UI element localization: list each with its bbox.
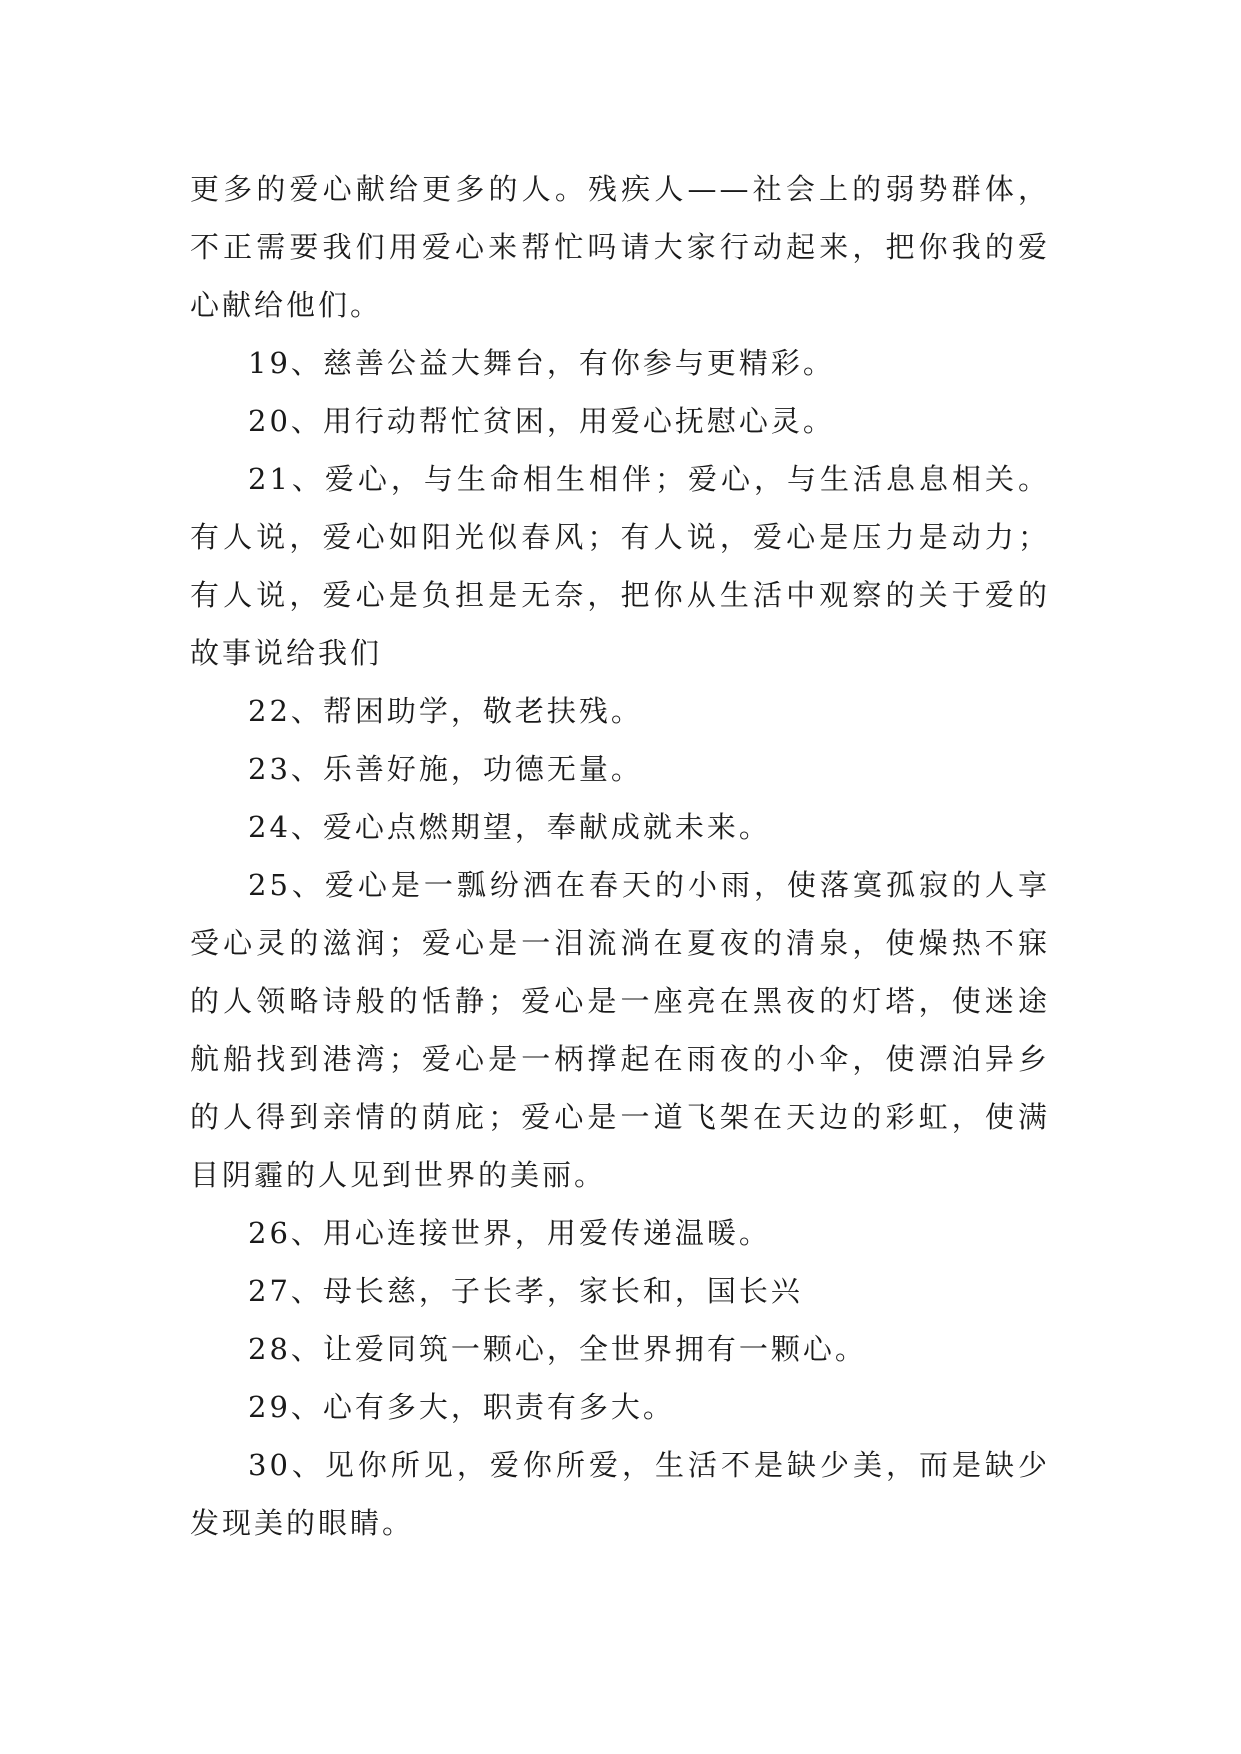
paragraph-item-28: 28、让爱同筑一颗心，全世界拥有一颗心。 [248, 1332, 867, 1366]
paragraph-item-23: 23、乐善好施，功德无量。 [248, 752, 643, 786]
paragraph-item-29: 29、心有多大，职责有多大。 [248, 1390, 675, 1424]
document-body [190, 160, 1050, 1552]
paragraph-item-22: 22、帮困助学，敬老扶残。 [248, 694, 643, 728]
paragraph-item-25: 25、爱心是一瓢纷洒在春天的小雨，使落寞孤寂的人享受心灵的滋润；爱心是一泪流淌在夏夜的清泉，使燥热不寐的人领略诗般的恬静；爱心是一座亮在黑夜的灯塔，使迷途航船找到港湾；爱心是一柄撑起在雨夜的小伞，使漂泊异乡的人得到亲情的荫庇；爱心是一道飞架在天边的彩虹，使满目阴霾的人见到世界的美丽。 [190, 868, 1050, 1192]
paragraph-item-24: 24、爱心点燃期望，奉献成就未来。 [248, 810, 771, 844]
paragraph-item-20: 20、用行动帮忙贫困，用爱心抚慰心灵。 [248, 404, 835, 438]
paragraph-item-19: 19、慈善公益大舞台，有你参与更精彩。 [248, 346, 835, 380]
paragraph-item-27: 27、母长慈，子长孝，家长和，国长兴 [248, 1274, 803, 1308]
paragraph-item-21: 21、爱心，与生命相生相伴；爱心，与生活息息相关。有人说，爱心如阳光似春风；有人说，爱心是压力是动力；有人说，爱心是负担是无奈，把你从生活中观察的关于爱的故事说给我们 [190, 462, 1050, 670]
paragraph-item-26: 26、用心连接世界，用爱传递温暖。 [248, 1216, 771, 1250]
paragraph-item-30: 30、见你所见，爱你所爱，生活不是缺少美，而是缺少发现美的眼睛。 [190, 1448, 1050, 1540]
paragraph-continuation: 更多的爱心献给更多的人。残疾人——社会上的弱势群体，不正需要我们用爱心来帮忙吗请大家行动起来，把你我的爱心献给他们。 [190, 172, 1050, 322]
